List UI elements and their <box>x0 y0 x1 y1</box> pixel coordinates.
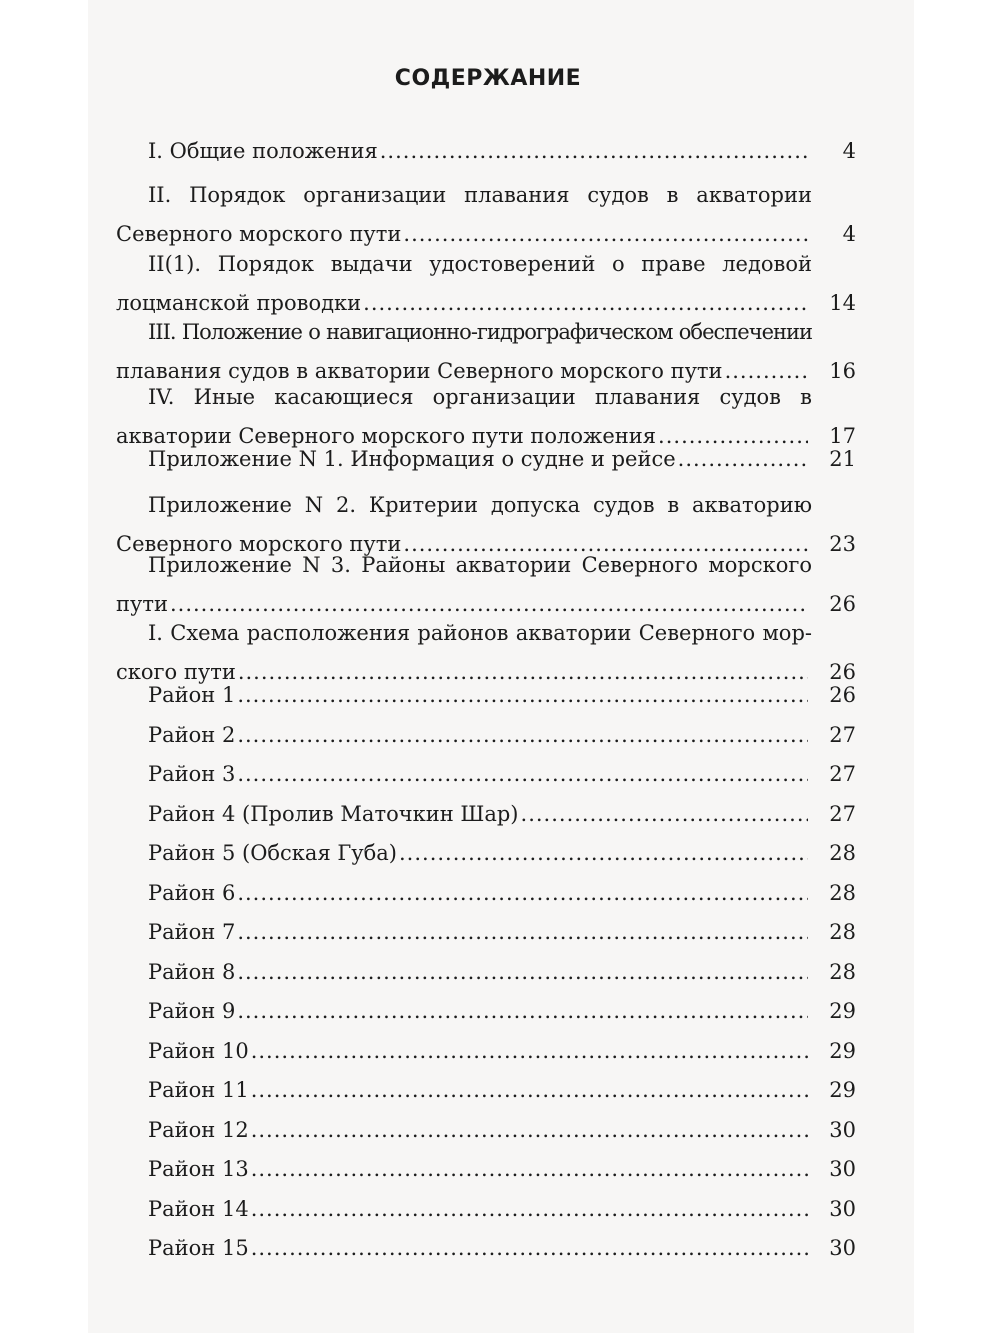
toc-page-number: 30 <box>829 1117 856 1142</box>
toc-entry <box>148 716 856 755</box>
toc-entry <box>148 1032 856 1071</box>
toc-entry-title: Район 11 <box>148 1078 249 1102</box>
dot-leader <box>237 874 808 913</box>
toc-entry-title: Район 15 <box>148 1236 249 1260</box>
toc-entry-title-line1: Приложение N 3. Районы акватории Северного морского <box>148 553 812 577</box>
toc-entry-title: ского пути <box>116 660 236 684</box>
toc-page-number: 14 <box>829 291 856 315</box>
toc-entry-title: пути <box>116 592 168 616</box>
toc-entry-title: Район 10 <box>148 1038 249 1063</box>
toc-entry-title: Приложение N 1. Информация о судне и рейсе <box>148 447 676 471</box>
toc-entry-title: Район 8 <box>148 959 236 984</box>
toc-entry <box>148 440 856 479</box>
toc-entry <box>148 874 856 913</box>
toc-page-number: 29 <box>829 999 856 1023</box>
dot-leader <box>251 1150 808 1189</box>
toc-entry-title-line1: III. Положение о навигационно-гидрографическом обеспечении <box>148 320 812 344</box>
toc-entry-title-line1: II(1). Порядок выдачи удостоверений о праве ледовой <box>148 252 812 276</box>
toc-entry-title: плавания судов в акватории Северного морского пути <box>116 359 723 383</box>
toc-page-number: 30 <box>829 1196 856 1221</box>
toc-entry <box>116 176 856 254</box>
dot-leader <box>237 676 808 715</box>
toc-page-number: 17 <box>829 424 856 448</box>
toc-entry <box>148 795 856 834</box>
toc-page-number: 30 <box>829 1236 856 1260</box>
toc-entry-title: Район 12 <box>148 1117 249 1142</box>
dot-leader <box>237 953 808 992</box>
dot-leader <box>237 913 808 952</box>
toc-page-number: 4 <box>842 139 856 163</box>
dot-leader <box>251 1111 808 1150</box>
toc-page-number: 26 <box>829 660 856 684</box>
toc-entry-title: Северного морского пути <box>116 532 402 556</box>
toc-entry <box>148 992 856 1031</box>
toc-page-number: 29 <box>829 1038 856 1063</box>
toc-entry <box>148 1190 856 1229</box>
dot-leader <box>521 795 808 834</box>
toc-entry <box>148 1150 856 1189</box>
toc-entry-title: Северного морского пути <box>116 222 402 246</box>
toc-page-number: 27 <box>829 762 856 786</box>
toc-entry <box>148 1111 856 1150</box>
toc-entry <box>148 834 856 873</box>
dot-leader <box>678 440 808 479</box>
toc-page-number: 21 <box>829 447 856 471</box>
toc-entry-title: Район 9 <box>148 999 236 1023</box>
toc-page-number: 30 <box>829 1157 856 1181</box>
dot-leader <box>251 1071 808 1110</box>
toc-entry-title: Район 4 (Пролив Маточкин Шар) <box>148 801 519 826</box>
dot-leader <box>380 132 808 171</box>
toc-entry <box>148 953 856 992</box>
toc-entry-title: Район 3 <box>148 762 236 786</box>
toc-entry <box>148 1229 856 1268</box>
toc-entry-title: I. Общие положения <box>148 139 378 163</box>
dot-leader <box>237 716 808 755</box>
toc-page-number: 28 <box>829 880 856 905</box>
toc-entry-title: лоцманской проводки <box>116 291 362 315</box>
toc-page-number: 28 <box>829 841 856 865</box>
toc-entry-title: Район 7 <box>148 920 236 944</box>
dot-leader <box>399 834 808 873</box>
toc-entry-title: Район 14 <box>148 1196 249 1221</box>
toc-page-number: 28 <box>829 920 856 944</box>
toc-entry-title: Район 1 <box>148 683 236 707</box>
toc-entry-title-line1: I. Схема расположения районов акватории Северного мор- <box>148 621 812 645</box>
dot-leader <box>237 755 808 794</box>
toc-page-number: 23 <box>829 532 856 556</box>
toc-entry <box>148 913 856 952</box>
toc-entry <box>148 755 856 794</box>
toc-entry-title-line1: IV. Иные касающиеся организации плавания судов в <box>148 385 812 409</box>
toc-entry <box>116 546 856 624</box>
toc-entry-title: акватории Северного морского пути положения <box>116 424 657 448</box>
toc-entry <box>148 1071 856 1110</box>
toc-entry <box>148 676 856 715</box>
toc-entry-title-line1: II. Порядок организации плавания судов в акватории <box>148 183 812 207</box>
dot-leader <box>251 1229 808 1268</box>
toc-page-number: 28 <box>829 959 856 984</box>
toc-page-number: 26 <box>829 592 856 616</box>
toc-page-number: 16 <box>829 359 856 383</box>
toc-entry-title: Район 2 <box>148 722 236 747</box>
toc-page-number: 26 <box>829 683 856 707</box>
page-title: СОДЕРЖАНИЕ <box>394 66 582 91</box>
toc-entry-title: Район 13 <box>148 1157 249 1181</box>
dot-leader <box>251 1032 808 1071</box>
toc-entry-title-line1: Приложение N 2. Критерии допуска судов в акваторию <box>148 493 812 517</box>
toc-entry <box>116 245 856 323</box>
toc-page-number: 27 <box>829 801 856 826</box>
toc-entry-title: Район 6 <box>148 880 236 905</box>
toc-page-number: 4 <box>842 222 856 246</box>
toc-entry <box>148 132 856 171</box>
toc-entry-title: Район 5 (Обская Губа) <box>148 841 397 865</box>
toc-page-number: 27 <box>829 722 856 747</box>
dot-leader <box>251 1190 808 1229</box>
toc-page-number: 29 <box>829 1078 856 1102</box>
dot-leader <box>237 992 808 1031</box>
